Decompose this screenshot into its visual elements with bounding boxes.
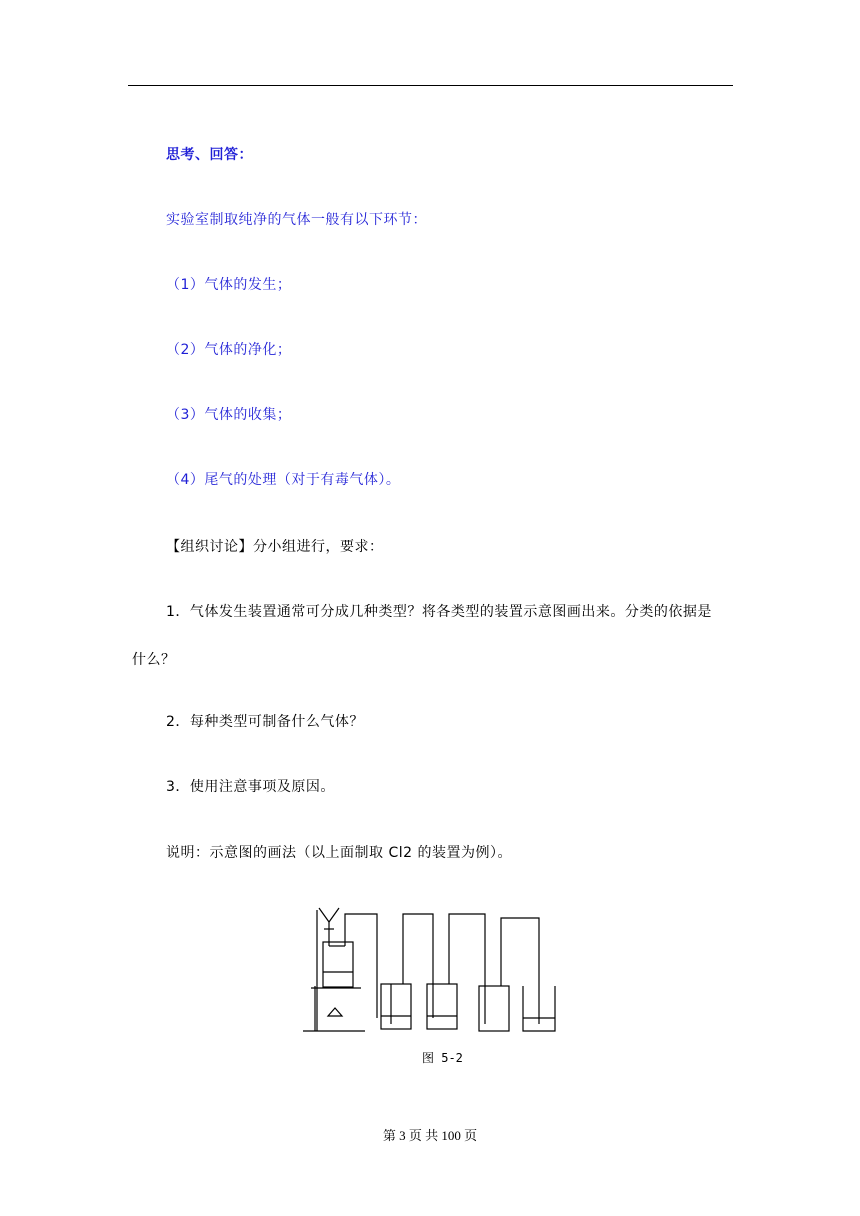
question-1-line-2: 什么？ [132, 652, 176, 668]
header-rule [128, 85, 733, 86]
step-3: （3）气体的收集； [166, 407, 292, 423]
wash-bottle-1 [381, 984, 411, 1029]
collection-bottle [479, 986, 509, 1031]
tube-4 [501, 918, 539, 1024]
step-4: （4）尾气的处理（对于有毒气体）。 [166, 472, 401, 488]
discussion-text: 【组织讨论】分小组进行，要求： [166, 539, 384, 555]
apparatus-diagram [295, 900, 565, 1040]
page-footer: 第 3 页 共 100 页 [382, 1128, 478, 1143]
tube-2 [403, 914, 433, 1018]
step-2: （2）气体的净化； [166, 342, 292, 358]
question-3: 3．使用注意事项及原因。 [166, 779, 335, 795]
intro-text: 实验室制取纯净的气体一般有以下环节： [166, 212, 427, 228]
burner-triangle [328, 1008, 342, 1016]
note-text: 说明：示意图的画法（以上面制取 Cl2 的装置为例）。 [166, 845, 512, 861]
funnel-left [319, 908, 329, 922]
step-1: （1）气体的发生； [166, 277, 292, 293]
generator-flask [323, 942, 353, 987]
question-2: 2．每种类型可制备什么气体？ [166, 714, 364, 730]
wash-bottle-2 [427, 984, 457, 1029]
question-1-line-1: 1．气体发生装置通常可分成几种类型？将各类型的装置示意图画出来。分类的依据是 [166, 604, 712, 620]
funnel-right [329, 908, 339, 922]
heading: 思考、回答： [166, 147, 253, 163]
figure-caption: 图 5-2 [422, 1051, 463, 1065]
tube-3 [449, 914, 485, 1024]
tube-1 [345, 914, 377, 1018]
